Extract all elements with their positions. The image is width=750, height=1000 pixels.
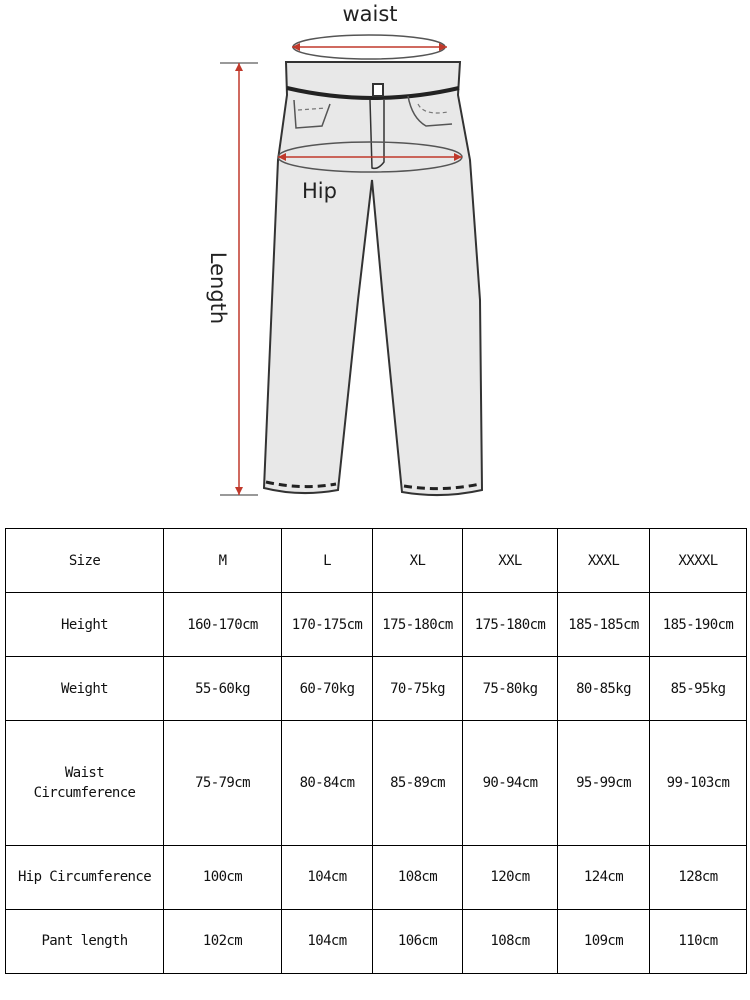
table-row (6, 657, 747, 721)
table-row (6, 593, 747, 657)
table-row (6, 845, 747, 909)
size-chart-body (6, 529, 747, 974)
table-cell: 100cm (164, 845, 282, 909)
table-cell: 128cm (650, 845, 747, 909)
table-cell: 75-79cm (164, 721, 282, 846)
table-cell: 108cm (373, 845, 463, 909)
table-cell: 85-89cm (373, 721, 463, 846)
row-label-cell: Waist Circumference (6, 721, 164, 846)
table-cell: 99-103cm (650, 721, 747, 846)
table-cell: 95-99cm (558, 721, 650, 846)
row-label-cell: Height (6, 593, 164, 657)
size-header-row (6, 529, 747, 593)
table-cell: 124cm (558, 845, 650, 909)
table-cell: 109cm (558, 909, 650, 973)
header-size-cell: L (282, 529, 373, 593)
header-label-cell: Size (6, 529, 164, 593)
length-arrow-top (235, 63, 243, 71)
row-label-cell: Hip Circumference (6, 845, 164, 909)
table-cell: 90-94cm (463, 721, 558, 846)
table-cell: 104cm (282, 845, 373, 909)
size-chart-table (5, 528, 747, 974)
table-cell: 170-175cm (282, 593, 373, 657)
table-cell: 104cm (282, 909, 373, 973)
header-size-cell: XXXL (558, 529, 650, 593)
header-size-cell: XXL (463, 529, 558, 593)
header-size-cell: XL (373, 529, 463, 593)
hip-label: Hip (302, 179, 337, 203)
table-cell: 85-95kg (650, 657, 747, 721)
row-label-cell: Weight (6, 657, 164, 721)
table-cell: 160-170cm (164, 593, 282, 657)
table-cell: 175-180cm (463, 593, 558, 657)
waist-label: waist (342, 2, 398, 26)
table-cell: 102cm (164, 909, 282, 973)
table-cell: 80-84cm (282, 721, 373, 846)
table-row (6, 909, 747, 973)
table-cell: 175-180cm (373, 593, 463, 657)
header-size-cell: XXXXL (650, 529, 747, 593)
pants-outline (264, 62, 482, 495)
table-cell: 106cm (373, 909, 463, 973)
table-cell: 55-60kg (164, 657, 282, 721)
length-arrow-bottom (235, 487, 243, 495)
table-cell: 75-80kg (463, 657, 558, 721)
table-cell: 185-190cm (650, 593, 747, 657)
table-cell: 110cm (650, 909, 747, 973)
table-cell: 60-70kg (282, 657, 373, 721)
table-row (6, 721, 747, 846)
header-size-cell: M (164, 529, 282, 593)
pants-button (373, 84, 383, 96)
table-cell: 108cm (463, 909, 558, 973)
table-cell: 120cm (463, 845, 558, 909)
table-cell: 70-75kg (373, 657, 463, 721)
row-label-cell: Pant length (6, 909, 164, 973)
length-label: Length (206, 251, 230, 325)
table-cell: 185-185cm (558, 593, 650, 657)
table-cell: 80-85kg (558, 657, 650, 721)
